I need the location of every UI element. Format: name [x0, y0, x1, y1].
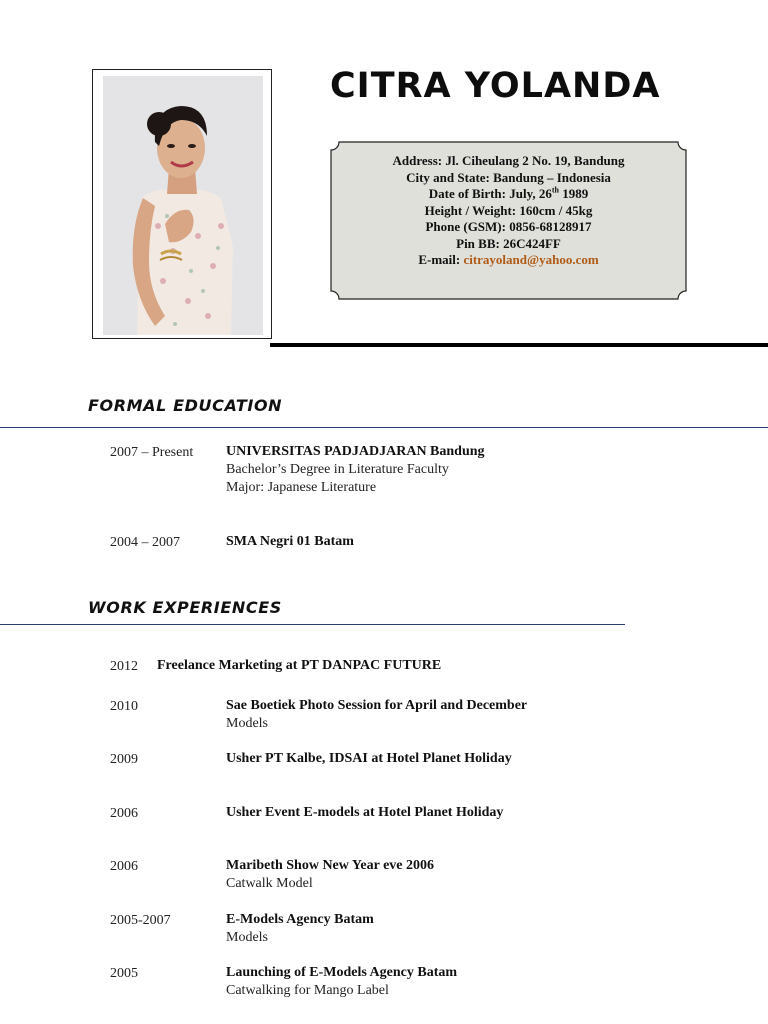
entry-title: Usher PT Kalbe, IDSAI at Hotel Planet Holiday — [226, 751, 512, 766]
entry-year: 2005 — [110, 966, 138, 981]
entry-detail: Models — [226, 716, 268, 731]
work-entry-details — [226, 911, 374, 947]
work-entry-details — [226, 697, 527, 733]
work-entry — [110, 911, 171, 930]
contact-info-box — [330, 141, 687, 300]
profile-photo — [103, 76, 263, 335]
work-entry-details — [226, 857, 434, 893]
entry-detail: Major: Japanese Literature — [226, 480, 377, 495]
entry-detail: Models — [226, 930, 268, 945]
entry-title: Sae Boetiek Photo Session for April and December — [226, 698, 528, 713]
portrait-illustration — [103, 76, 263, 335]
entry-title: Freelance Marketing at PT DANPAC FUTURE — [157, 658, 442, 673]
contact-dob: Date of Birth: July, 26th 1989 — [428, 185, 589, 201]
work-entry-details — [226, 804, 503, 822]
contact-email: E-mail: citrayoland@yahoo.com — [418, 252, 599, 267]
email-link[interactable]: citrayoland@yahoo.com — [463, 252, 599, 267]
entry-year: 2007 – Present — [110, 445, 194, 460]
entry-title: UNIVERSITAS PADJADJARAN Bandung — [226, 444, 485, 459]
entry-title: Launching of E-Models Agency Batam — [226, 965, 458, 980]
contact-height-weight: Height / Weight: 160cm / 45kg — [424, 202, 593, 218]
work-entry-details — [226, 750, 512, 768]
section-title-education: FORMAL EDUCATION — [88, 396, 283, 415]
profile-photo-frame — [92, 69, 272, 339]
section-divider-education — [0, 427, 768, 428]
work-entry-details — [157, 657, 441, 675]
entry-year: 2006 — [110, 859, 138, 874]
entry-year: 2004 – 2007 — [110, 535, 180, 550]
entry-year: 2010 — [110, 699, 138, 714]
entry-year: 2005-2007 — [110, 913, 171, 928]
entry-year: 2012 — [110, 659, 138, 674]
work-entry — [110, 697, 138, 716]
work-entry — [110, 804, 138, 823]
education-entry — [110, 443, 193, 462]
work-entry-details — [226, 964, 457, 1000]
entry-title: Maribeth Show New Year eve 2006 — [226, 858, 435, 873]
section-title-work: WORK EXPERIENCES — [88, 598, 282, 617]
contact-address: Address: Jl. Ciheulang 2 No. 19, Bandung — [392, 153, 625, 168]
header-divider — [270, 343, 768, 347]
work-entry — [110, 964, 138, 983]
education-entry-details — [226, 443, 485, 497]
contact-city: City and State: Bandung – Indonesia — [406, 169, 611, 185]
entry-title: Usher Event E-models at Hotel Planet Holiday — [226, 805, 504, 820]
entry-detail: Catwalking for Mango Label — [226, 983, 389, 998]
contact-phone: Phone (GSM): 0856-68128917 — [425, 219, 592, 234]
entry-year: 2009 — [110, 752, 138, 767]
entry-year: 2006 — [110, 806, 138, 821]
entry-title: E-Models Agency Batam — [226, 912, 374, 927]
entry-title: SMA Negri 01 Batam — [226, 534, 354, 549]
entry-detail: Bachelor’s Degree in Literature Faculty — [226, 462, 449, 477]
section-divider-work — [0, 624, 625, 625]
work-entry — [110, 750, 138, 769]
education-entry — [110, 533, 180, 552]
candidate-name: CITRA YOLANDA — [330, 66, 661, 106]
work-entry — [110, 857, 138, 876]
work-entry — [110, 657, 138, 676]
education-entry-details — [226, 533, 354, 551]
contact-pin: Pin BB: 26C424FF — [456, 235, 561, 251]
entry-detail: Catwalk Model — [226, 876, 313, 891]
